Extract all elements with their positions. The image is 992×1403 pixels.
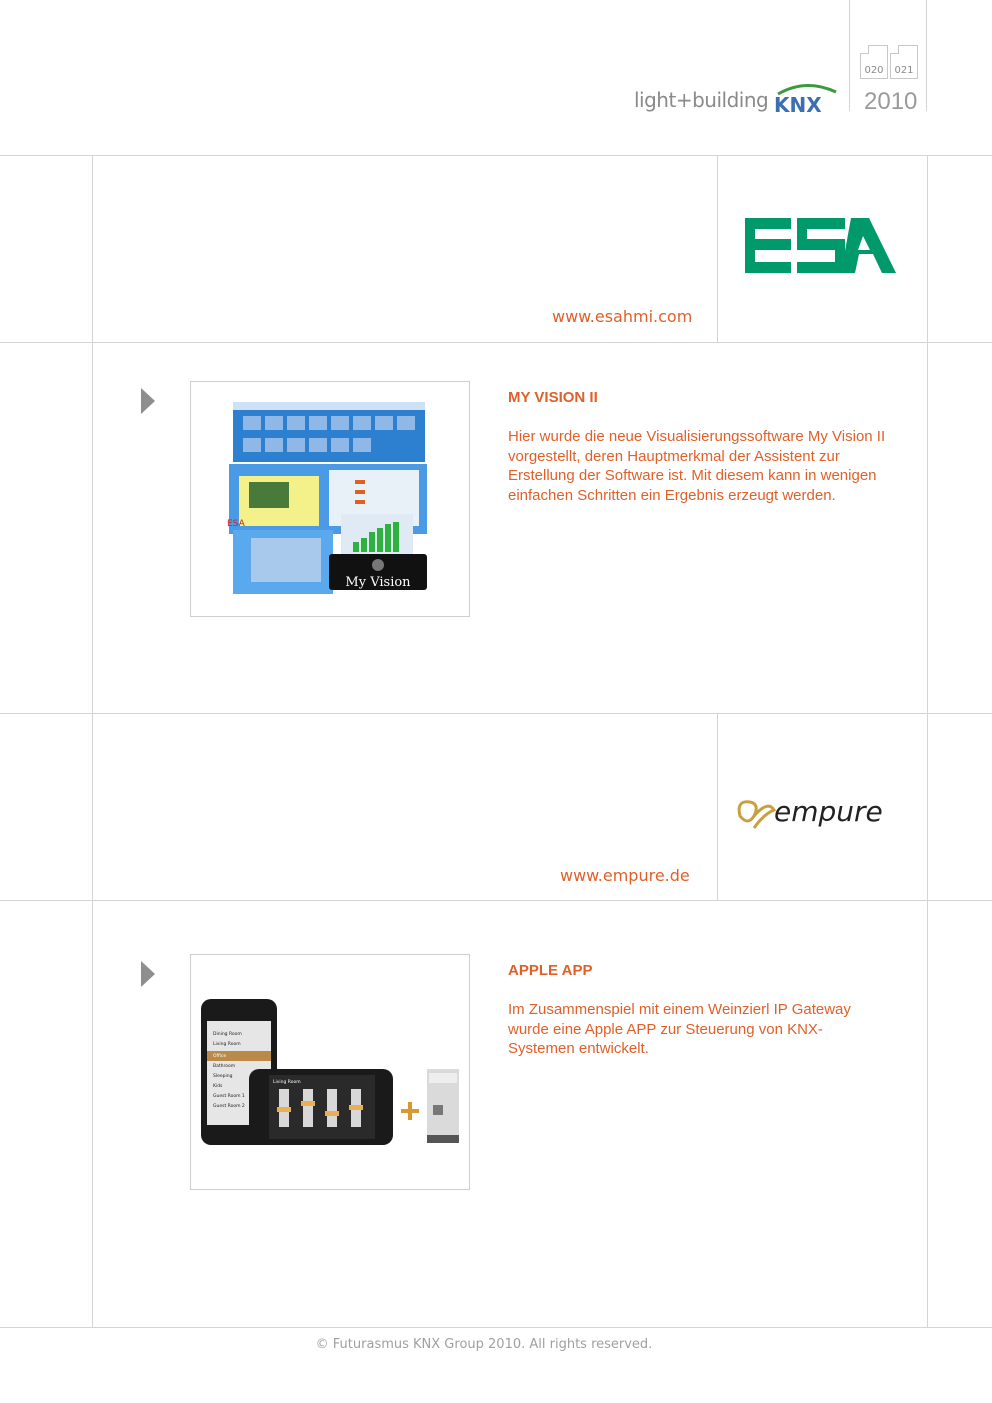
- divider-mid: [0, 713, 992, 714]
- divider-empure-bottom: [0, 900, 992, 901]
- section-heading-my-vision: MY VISION II: [508, 389, 598, 406]
- grid-left: [92, 155, 93, 1327]
- knx-logo: [772, 82, 842, 116]
- phone-menu-item: Kids: [213, 1084, 223, 1089]
- divider-esa-bottom: [0, 342, 992, 343]
- phone-menu-item: Office: [213, 1054, 227, 1059]
- section-body-my-vision: Hier wurde die neue Visualisierungssoftware My Vision II vorgestellt, deren Hauptmerkmal der Assistent zur Erstellung der Software ist. Mit diesem kann in wenigen einfachen Schritten ein Ergebnis erzeugt werden.: [508, 428, 886, 504]
- phone-menu-item: Guest Room 2: [213, 1104, 245, 1109]
- knx-logo-text: KNX: [774, 93, 822, 116]
- logo-col-esa: [717, 155, 718, 342]
- year-label: 2010: [864, 88, 918, 115]
- esa-url-link[interactable]: www.esahmi.com: [552, 307, 693, 326]
- svg-text:ESA: ESA: [227, 519, 245, 529]
- header-divider-b: [926, 0, 927, 111]
- phone-menu-item: Sleeping: [213, 1074, 233, 1079]
- divider-bottom: [0, 1327, 992, 1328]
- empure-logo: [734, 790, 904, 834]
- bullet-arrow-icon: [141, 388, 155, 414]
- phone-menu-item: Dining Room: [213, 1032, 242, 1037]
- divider-top: [0, 155, 992, 156]
- apple-app-image: [190, 954, 470, 1190]
- logo-col-empure: [717, 713, 718, 900]
- empure-url-link[interactable]: www.empure.de: [560, 866, 690, 885]
- phone-menu-item: Guest Room 1: [213, 1094, 245, 1099]
- page-right-number: 021: [894, 65, 914, 76]
- my-vision-image: [190, 381, 470, 617]
- phone-menu-item: Living Room: [213, 1042, 241, 1047]
- page-left-icon: [860, 45, 888, 79]
- phone-menu-item: Bathroom: [213, 1064, 236, 1069]
- page-right-icon: [890, 45, 918, 79]
- my-vision-badge-text: My Vision: [345, 575, 411, 590]
- section-heading-apple-app: APPLE APP: [508, 962, 593, 979]
- footer-copyright: © Futurasmus KNX Group 2010. All rights reserved.: [315, 1337, 653, 1352]
- esa-logo: [745, 218, 897, 274]
- page-left-number: 020: [864, 65, 884, 76]
- empure-logo-text: empure: [774, 795, 883, 828]
- section-body-apple-app: Im Zusammenspiel mit einem Weinzierl IP Gateway wurde eine Apple APP zur Steuerung von KNX-Systemen entwickelt.: [508, 1001, 851, 1057]
- grid-right: [927, 155, 928, 1327]
- header-divider-a: [849, 0, 850, 111]
- brand-light-building: light+building: [634, 88, 769, 112]
- phone-landscape-title: Living Room: [273, 1080, 301, 1085]
- bullet-arrow-icon: [141, 961, 155, 987]
